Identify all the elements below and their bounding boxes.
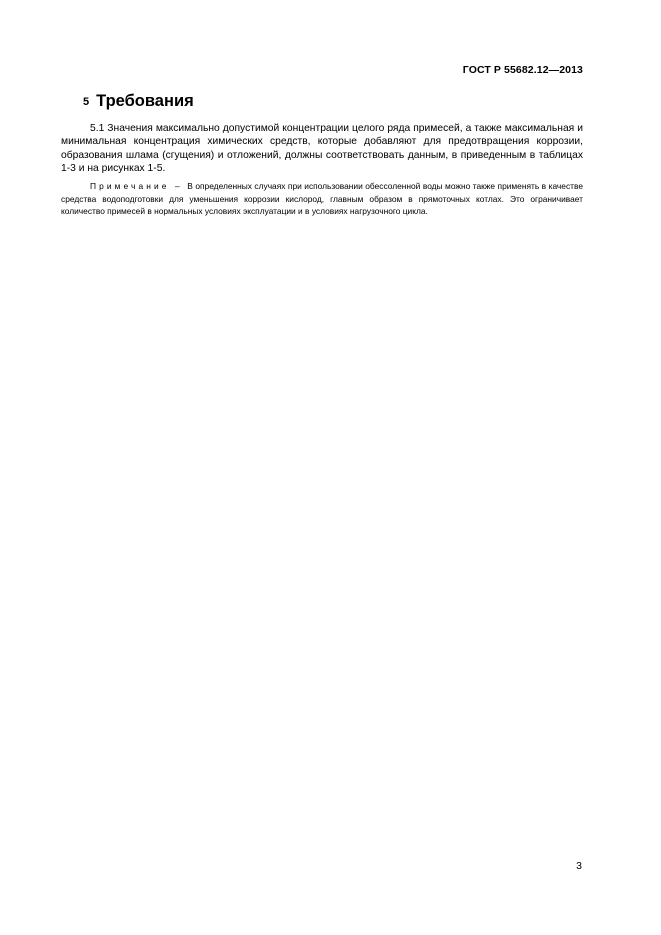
page-number: 3 xyxy=(576,860,582,872)
note-label: Примечание – xyxy=(90,181,183,191)
section-number: 5 xyxy=(83,96,90,108)
note-paragraph xyxy=(61,180,583,218)
document-id-header: ГОСТ Р 55682.12—2013 xyxy=(462,64,583,76)
note-body: В определенных случаях при использовании обессоленной воды можно также применять в качестве средства водоподготовки для уменьшения коррозии кислород, главным образом в прямоточных котлах. Это ограничивает количество примесей в нормальных условиях эксплуатации и в условиях нагрузочного цикла. xyxy=(61,181,583,217)
section-heading xyxy=(83,89,194,112)
clause-5-1-paragraph: 5.1 Значения максимально допустимой концентрации целого ряда примесей, а также максимальная и минимальная концентрация химических средств, которые добавляют для предотвращения коррозии, образования шлама (сгущения) и отложений, должны соответствовать данным, в приведенным в таблицах 1-3 и на рисунках 1-5. xyxy=(61,123,583,175)
section-title: Требования xyxy=(96,92,194,110)
